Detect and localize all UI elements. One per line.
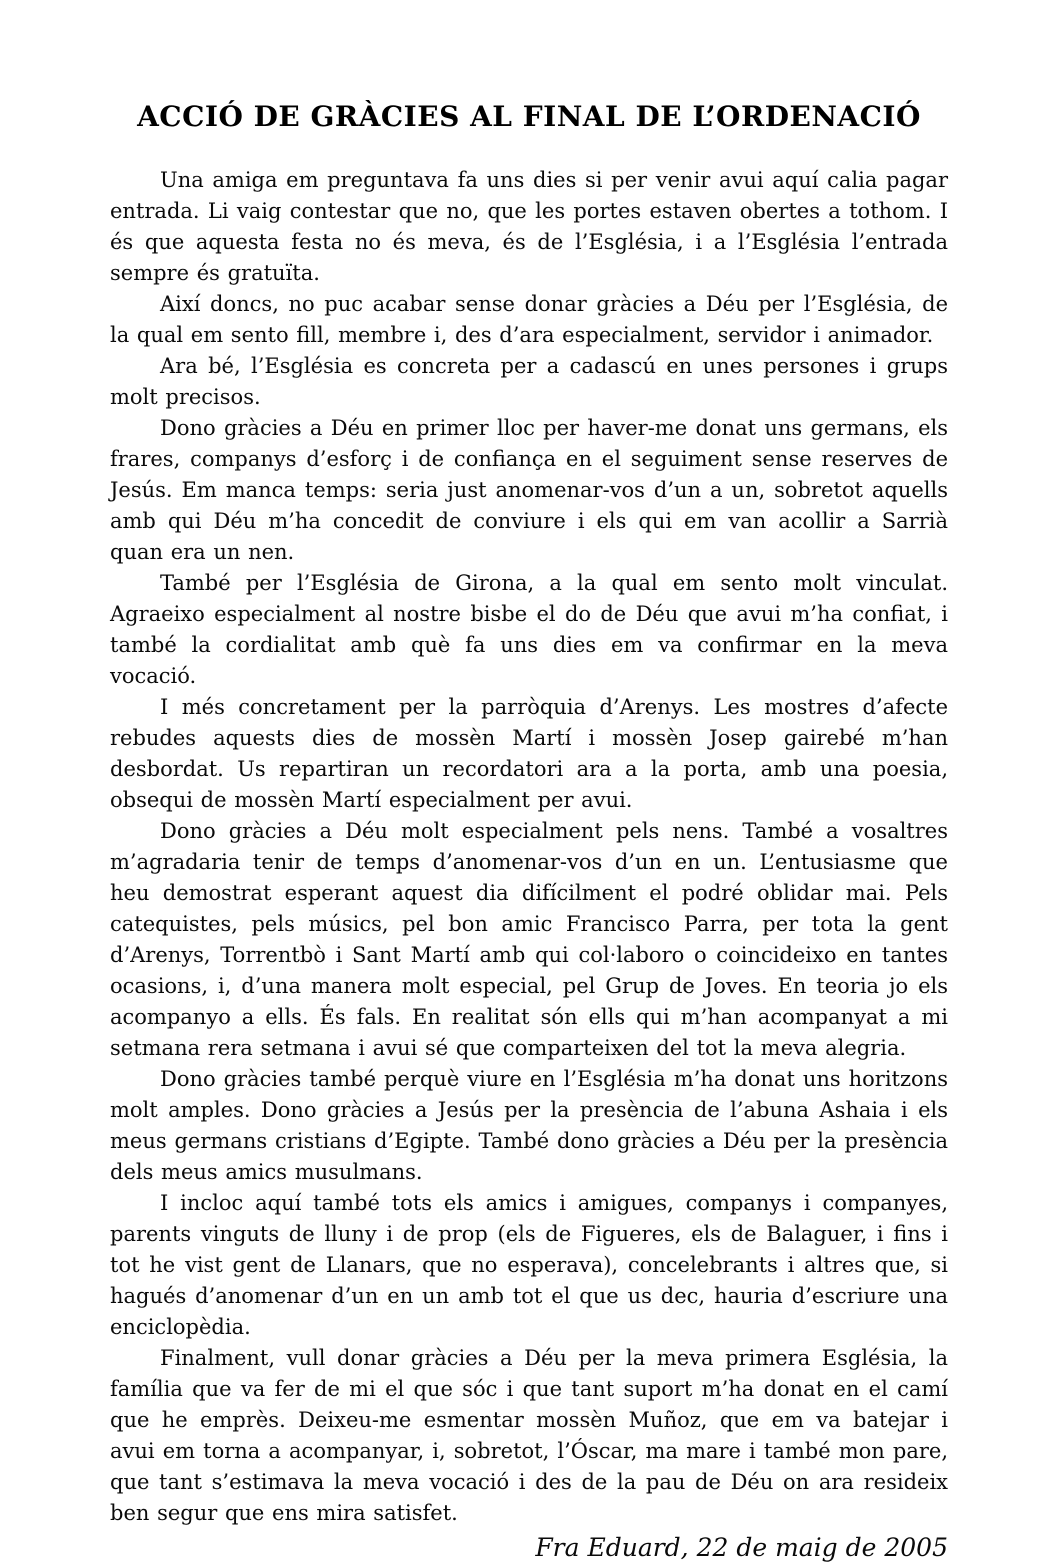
- paragraph: Dono gràcies també perquè viure en l’Església m’ha donat uns horitzons molt amples. Dono gràcies a Jesús per la presència de l’abuna Ashaia i els meus germans cristians d’Egipte. També dono gràcies a Déu per la presència dels meus amics musulmans.: [110, 1067, 948, 1184]
- paragraph: Finalment, vull donar gràcies a Déu per la meva primera Església, la família que va fer de mi el que sóc i que tant suport m’ha donat en el camí que he emprès. Deixeu-me esmentar mossèn Muñoz, que em va batejar i avui em torna a acompanyar, i, sobretot, l’Óscar, ma mare i també mon pare, que tant s’estimava la meva vocació i des de la pau de Déu on ara resideix ben segur que ens mira satisfet.: [110, 1346, 948, 1525]
- paragraph: I incloc aquí també tots els amics i amigues, companys i companyes, parents vinguts de lluny i de prop (els de Figueres, els de Balaguer, i fins i tot he vist gent de Llanars, que no esperava), concelebrants i altres que, si hagués d’anomenar d’un en un amb tot el que us dec, hauria d’escriure una enciclopèdia.: [110, 1191, 948, 1339]
- paragraph: Dono gràcies a Déu molt especialment pels nens. També a vosaltres m’agradaria tenir de temps d’anomenar-vos d’un en un. L’entusiasme que heu demostrat esperant aquest dia difícilment el podré oblidar mai. Pels catequistes, pels músics, pel bon amic Francisco Parra, per tota la gent d’Arenys, Torrentbò i Sant Martí amb qui col·laboro o coincideixo en tantes ocasions, i, d’una manera molt especial, pel Grup de Joves. En teoria jo els acompanyo a ells. És fals. En realitat són ells qui m’han acompanyat a mi setmana rera setmana i avui sé que comparteixen del tot la meva alegria.: [110, 819, 948, 1060]
- page-title: ACCIÓ DE GRÀCIES AL FINAL DE L’ORDENACIÓ: [137, 100, 921, 133]
- signature: Fra Eduard, 22 de maig de 2005: [535, 1533, 948, 1562]
- paragraph: Així doncs, no puc acabar sense donar gràcies a Déu per l’Església, de la qual em sento fill, membre i, des d’ara especialment, servidor i animador.: [110, 292, 948, 347]
- paragraph: Ara bé, l’Església es concreta per a cadascú en unes persones i grups molt precisos.: [110, 354, 948, 409]
- paragraph: També per l’Església de Girona, a la qual em sento molt vinculat. Agraeixo especialment al nostre bisbe el do de Déu que avui m’ha confiat, i també la cordialitat amb què fa uns dies em va confirmar en la meva vocació.: [110, 571, 948, 688]
- paragraph: I més concretament per la parròquia d’Arenys. Les mostres d’afecte rebudes aquests dies de mossèn Martí i mossèn Josep gairebé m’han desbordat. Us repartiran un recordatori ara a la porta, amb una poesia, obsequi de mossèn Martí especialment per avui.: [110, 695, 948, 812]
- paragraph: Una amiga em preguntava fa uns dies si per venir avui aquí calia pagar entrada. Li vaig contestar que no, que les portes estaven obertes a tothom. I és que aquesta festa no és meva, és de l’Església, i a l’Església l’entrada sempre és gratuïta.: [110, 168, 948, 285]
- paragraph: Dono gràcies a Déu en primer lloc per haver-me donat uns germans, els frares, companys d’esforç i de confiança en el seguiment sense reserves de Jesús. Em manca temps: seria just anomenar-vos d’un a un, sobretot aquells amb qui Déu m’ha concedit de conviure i els qui em van acollir a Sarrià quan era un nen.: [110, 416, 948, 564]
- document-body: [110, 165, 948, 1529]
